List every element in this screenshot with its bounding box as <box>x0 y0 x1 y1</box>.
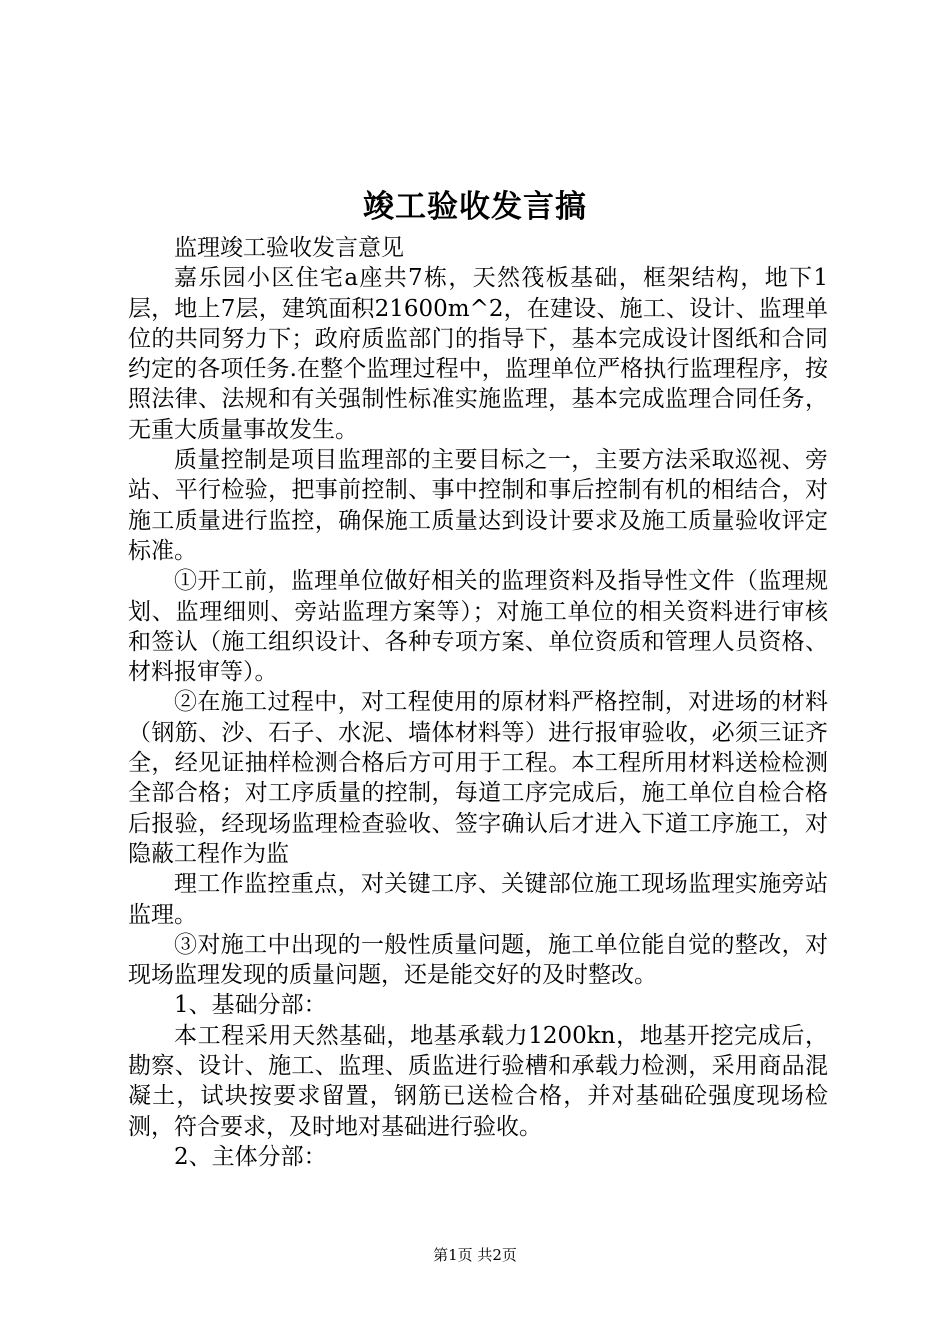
section-heading-foundation: 1、基础分部： <box>174 992 327 1019</box>
paragraph-item-3: ③对施工中出现的一般性质量问题，施工单位能自觉的整改，对现场监理发现的质量问题，还是能交好的及时整改。 <box>128 931 828 989</box>
paragraph-item-1: ①开工前，监理单位做好相关的监理资料及指导性文件（监理规划、监理细则、旁站监理方案等）；对施工单位的相关资料进行审核和签认（施工组织设计、各种专项方案、单位资质和管理人员资格、材料报审等）。 <box>128 568 828 686</box>
paragraph-quality-control: 质量控制是项目监理部的主要目标之一，主要方法采取巡视、旁站、平行检验，把事前控制、事中控制和事后控制有机的相结合，对施工质量进行监控，确保施工质量达到设计要求及施工质量验收评定标准。 <box>128 447 828 564</box>
document-body <box>128 233 828 1172</box>
paragraph-foundation: 本工程采用天然基础，地基承载力1200kn，地基开挖完成后，勘察、设计、施工、监理、质监进行验槽和承载力检测，采用商品混凝土，试块按要求留置，钢筋已送检合格，并对基础砼强度现场检测，符合要求，及时地对基础进行验收。 <box>128 1022 828 1140</box>
paragraph-item-2-continued: 理工作监控重点，对关键工序、关键部位施工现场监理实施旁站监理。 <box>128 871 828 928</box>
section-heading-main-structure: 2、主体分部： <box>174 1143 327 1170</box>
paragraph-heading: 监理竣工验收发言意见 <box>174 235 404 261</box>
page-footer: 第1页 共2页 <box>433 1246 517 1264</box>
paragraph-item-2: ②在施工过程中，对工程使用的原材料严格控制，对进场的材料（钢筋、沙、石子、水泥、墙体材料等）进行报审验收，必须三证齐全，经见证抽样检测合格后方可用于工程。本工程所用材料送检检测全部合格；对工序质量的控制，每道工序完成后，施工单位自检合格后报验，经现场监理检查验收、签字确认后才进入下道工序施工，对隐蔽工程作为监 <box>128 689 828 867</box>
paragraph-overview: 嘉乐园小区住宅a座共7栋，天然筏板基础，框架结构，地下1层，地上7层，建筑面积21600m^2，在建设、施工、设计、监理单位的共同努力下；政府质监部门的指导下，基本完成设计图纸和合同约定的各项任务.在整个监理过程中，监理单位严格执行监理程序，按照法律、法规和有关强制性标准实施监理，基本完成监理合同任务，无重大质量事故发生。 <box>128 265 828 443</box>
document-title: 竣工验收发言搞 <box>363 189 587 225</box>
